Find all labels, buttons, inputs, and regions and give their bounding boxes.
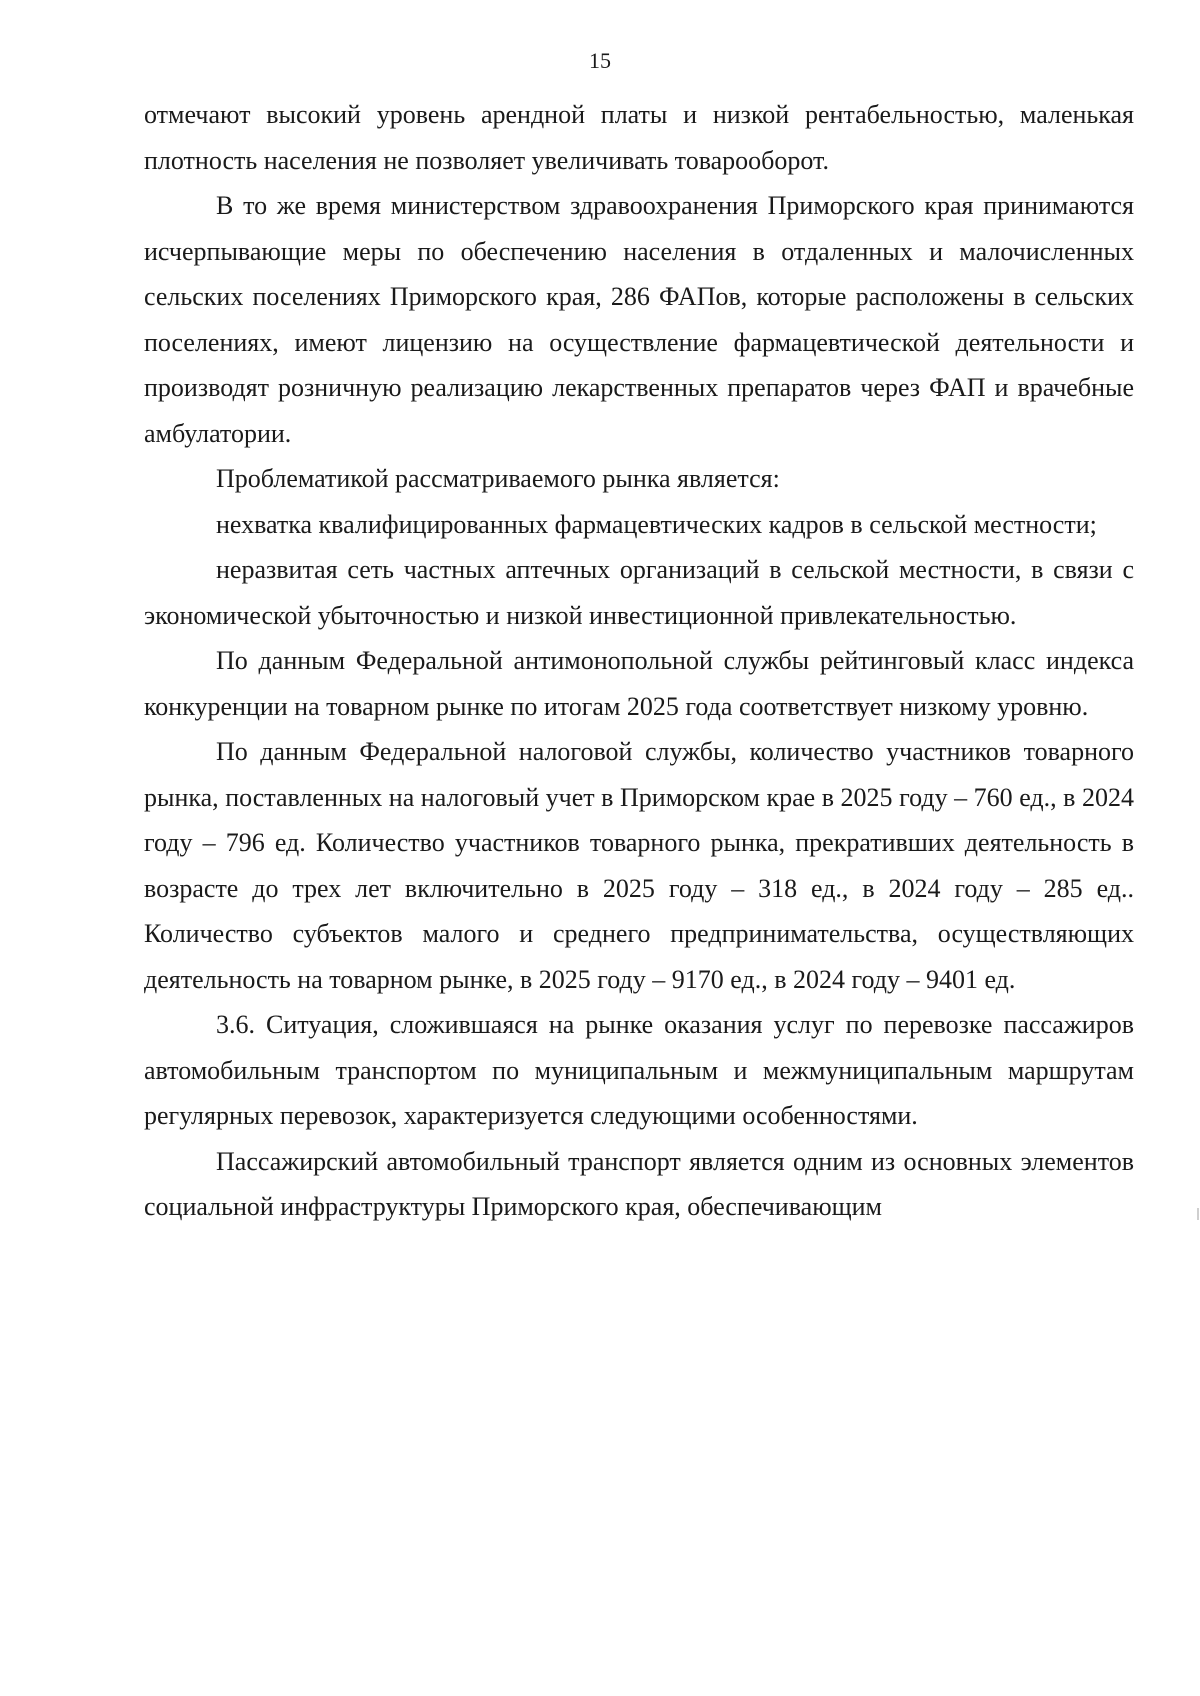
- paragraph-market-problems-heading: Проблематикой рассматриваемого рынка является:: [216, 464, 780, 493]
- paragraph-fas-rating: По данным Федеральной антимонопольной службы рейтинговый класс индекса конкуренции на товарном рынке по итогам 2025 года соответствует низкому уровню.: [144, 646, 1134, 721]
- body-text: [144, 92, 1134, 1230]
- paragraph-rent-continuation: отмечают высокий уровень арендной платы и низкой рентабельностью, маленькая плотность населения не позволяет увеличивать товарооборот.: [144, 100, 1134, 175]
- paragraph-health-ministry: В то же время министерством здравоохранения Приморского края принимаются исчерпывающие меры по обеспечению населения в отдаленных и малочисленных сельских поселениях Приморского края, 286 ФАПов, которые расположены в сельских поселениях, имеют лицензию на осуществление фармацевтической деятельности и производят розничную реализацию лекарственных препаратов через ФАП и врачебные амбулатории.: [144, 191, 1134, 448]
- paragraph-staff-shortage: нехватка квалифицированных фармацевтических кадров в сельской местности;: [216, 509, 1097, 539]
- paragraph-section-3-6: 3.6. Ситуация, сложившаяся на рынке оказания услуг по перевозке пассажиров автомобильным транспортом по муниципальным и межмуниципальным маршрутам регулярных перевозок, характеризуется следующими особенностями.: [144, 1010, 1134, 1130]
- paragraph-pharmacy-network: неразвитая сеть частных аптечных организаций в сельской местности, в связи с экономической убыточностью и низкой инвестиционной привлекательностью.: [144, 555, 1134, 630]
- page-number: 15: [589, 48, 611, 73]
- scan-artifact-mark: [1197, 1208, 1199, 1220]
- paragraph-fns-statistics: По данным Федеральной налоговой службы, количество участников товарного рынка, поставленных на налоговый учет в Приморском крае в 2025 году – 760 ед., в 2024 году – 796 ед. Количество участников товарного рынка, прекративших деятельность в возрасте до трех лет включительно в 2025 году – 318 ед., в 2024 году – 285 ед.. Количество субъектов малого и среднего предпринимательства, осуществляющих деятельность на товарном рынке, в 2025 году – 9170 ед., в 2024 году – 9401 ед.: [144, 737, 1134, 994]
- paragraph-passenger-transport: Пассажирский автомобильный транспорт является одним из основных элементов социальной инфраструктуры Приморского края, обеспечивающим: [144, 1146, 1134, 1221]
